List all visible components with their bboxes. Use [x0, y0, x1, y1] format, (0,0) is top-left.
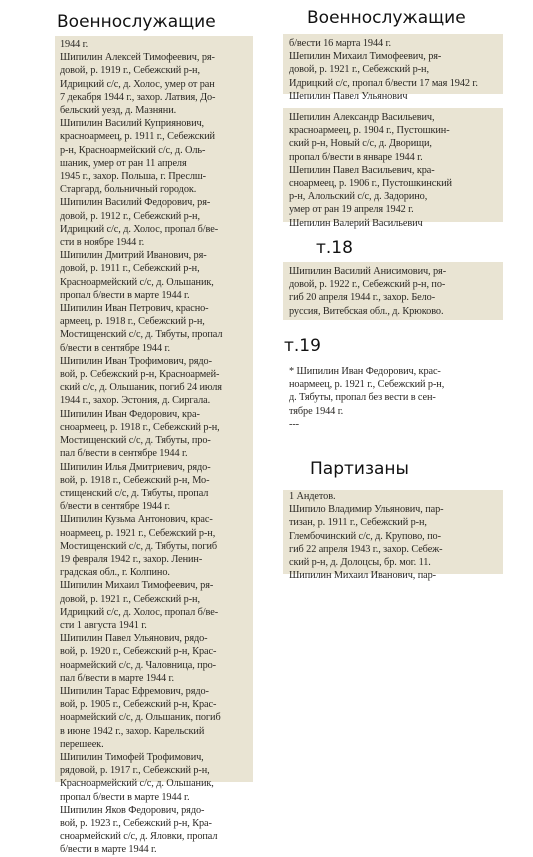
- scan-text-line: р-н, Красноармейский с/с, д. Оль-: [60, 144, 206, 156]
- scan-text-line: вой, р. 1918 г., Себежский р-н, Мо-: [60, 474, 210, 486]
- heading-partisans: Партизаны: [310, 459, 409, 479]
- scan-text-line: пропал б/вести в январе 1944 г.: [289, 151, 423, 163]
- scan-text-line: Шипилин Илья Дмитриевич, рядо-: [60, 461, 211, 473]
- scan-text-line: Мостищенский с/с, д. Тябуты, погиб: [60, 540, 218, 552]
- scan-text-line: гиб 20 апреля 1944 г., захор. Бело-: [289, 292, 436, 304]
- scan-text-line: д. Тябуты, пропал без вести в сен-: [289, 392, 436, 404]
- scan-text-line: Шипилин Василий Федорович, ря-: [60, 197, 211, 209]
- scan-text-line: р-н, Алольский с/с, д. Задорино,: [289, 191, 428, 203]
- scan-text-line: сноармейский с/с, д. Яловки, пропал: [60, 831, 218, 843]
- scan-text-line: тизан, р. 1911 г., Себежский р-н,: [289, 517, 427, 529]
- scan-text-line: Красноармейский с/с, д. Ольшаник,: [60, 276, 214, 288]
- scan-text-line: рядовой, р. 1917 г., Себежский р-н,: [60, 765, 210, 777]
- scan-text-line: в июне 1942 г., захор. Карельский: [60, 725, 205, 737]
- scan-text-line: вой, р. Себежский р-н, Красноармей-: [60, 369, 220, 381]
- scan-right-volume-19: [283, 360, 503, 428]
- scan-text-line: Шипилин Яков Федорович, рядо-: [60, 804, 205, 816]
- scan-text-line: пропал б/вести в марте 1944 г.: [60, 289, 190, 301]
- scan-text-line: шаник, умер от ран 11 апреля: [60, 157, 187, 169]
- scan-text-line: Шепилин Павел Ульянович: [289, 90, 408, 102]
- scan-text-line: сноармеец, р. 1906 г., Пустошкинский: [289, 178, 452, 190]
- scan-text-line: б/вести в сентябре 1944 г.: [60, 501, 170, 513]
- scan-text-line: ноармейский с/с, д. Ольшаник, погиб: [60, 712, 221, 724]
- scan-text-line: Шепилин Александр Васильевич,: [289, 112, 435, 123]
- scan-text-line: б/вести в марте 1944 г.: [60, 844, 157, 856]
- scan-text-line: 1944 г., захор. Эстония, д. Сиргала.: [60, 395, 211, 407]
- scan-text-line: пал б/вести в сентябре 1944 г.: [60, 448, 188, 460]
- scan-text-line: Шипилин Иван Петрович, красно-: [60, 303, 209, 315]
- scan-text-line: умер от ран 19 апреля 1942 г.: [289, 204, 414, 216]
- scan-text-line: 7 декабря 1944 г., захор. Латвия, До-: [60, 91, 216, 103]
- scan-text-line: 1945 г., захор. Польша, г. Преслш-: [60, 171, 207, 183]
- scan-left-column: [55, 36, 253, 856]
- scan-text-line: Идрицкий с/с, д. Холос, умер от ран: [60, 78, 215, 90]
- heading-military-right: Военнослужащие: [307, 8, 466, 28]
- scan-text-line: ский с/с, д. Ольшаник, погиб 24 июля: [60, 382, 222, 394]
- scan-text-line: красноармеец, р. 1904 г., Пустошкин-: [289, 125, 450, 137]
- scan-text-line: Шепилин Михаил Тимофеевич, ря-: [289, 51, 442, 63]
- scan-text-line: Шепилин Павел Васильевич, кра-: [289, 164, 435, 176]
- scan-text-line: Шипило Владимир Ульянович, пар-: [289, 504, 444, 516]
- heading-volume-19: т.19: [284, 336, 321, 356]
- scan-text-line: армеец, р. 1918 г., Себежский р-н,: [60, 316, 205, 328]
- scan-text-line: сти 1 августа 1941 г.: [60, 619, 147, 631]
- scan-text-line: Шипилин Михаил Иванович, пар-: [289, 570, 436, 582]
- scan-text-line: Шипилин Василий Куприянович,: [60, 118, 205, 130]
- scan-text-line: Шипилин Кузьма Антонович, крас-: [60, 514, 213, 526]
- scan-text-line: гиб 22 апреля 1943 г., захор. Себеж-: [289, 543, 443, 555]
- scan-text-line: довой, р. 1911 г., Себежский р-н,: [60, 263, 200, 275]
- scan-text-line: Красноармейский с/с, д. Ольшаник,: [60, 778, 214, 790]
- scan-text-line: Шипилин Дмитрий Иванович, ря-: [60, 250, 207, 262]
- scan-text-line: вой, р. 1920 г., Себежский р-н, Крас-: [60, 646, 217, 658]
- scan-right-volume-18: [283, 262, 503, 320]
- scan-text-line: б/вести в сентябре 1944 г.: [60, 342, 170, 354]
- scan-text-line: Шипилин Иван Трофимович, рядо-: [60, 355, 212, 367]
- scan-text-line: Шипилин Алексей Тимофеевич, ря-: [60, 52, 215, 64]
- scan-text-line: Идрицкий с/с, д. Холос, пропал б/ве-: [60, 223, 219, 235]
- scan-text-line: перешеек.: [60, 738, 104, 750]
- scan-right-military-2: [283, 108, 503, 229]
- scan-text-line: ноармеец, р. 1921 г., Себежский р-н,: [289, 379, 445, 391]
- heading-volume-18: т.18: [316, 238, 353, 258]
- scan-text-line: градская обл., г. Колпино.: [60, 567, 170, 579]
- scan-text-line: Старгард, больничный городок.: [60, 184, 197, 196]
- scan-text-line: довой, р. 1919 г., Себежский р-н,: [60, 65, 200, 77]
- scan-text-line: Шипилин Михаил Тимофеевич, ря-: [60, 580, 214, 592]
- scan-text-line: Идрицкий с/с, пропал б/вести 17 мая 1942 г.: [289, 77, 478, 89]
- scan-text-line: бельский уезд, д. Мазняни.: [60, 105, 177, 117]
- scan-text-line: ---: [289, 418, 299, 430]
- scan-text-line: пропал б/вести в марте 1944 г.: [60, 791, 190, 803]
- scan-text-line: ский р-н, Новый с/с, д. Дворищи,: [289, 138, 432, 150]
- scan-text-line: вой, р. 1923 г., Себежский р-н, Кра-: [60, 817, 212, 829]
- scan-text-line: довой, р. 1921 г., Себежский р-н,: [60, 593, 200, 605]
- scan-text-line: красноармеец, р. 1911 г., Себежский: [60, 131, 215, 143]
- scan-text-line: сти в ноябре 1944 г.: [60, 237, 145, 249]
- scan-text-line: 1 Андетов.: [289, 491, 336, 502]
- scan-text-line: Шепилин Валерий Васильевич: [289, 217, 423, 229]
- scan-text-line: довой, р. 1921 г., Себежский р-н,: [289, 64, 429, 76]
- scan-text-line: 1944 г.: [60, 39, 89, 50]
- scan-text-line: Шипилин Тарас Ефремович, рядо-: [60, 685, 209, 697]
- scan-text-line: Шипилин Иван Федорович, кра-: [60, 408, 200, 420]
- scan-text-line: сноармеец, р. 1918 г., Себежский р-н,: [60, 421, 220, 433]
- scan-text-line: довой, р. 1912 г., Себежский р-н,: [60, 210, 200, 222]
- scan-text-line: Шипилин Василий Анисимович, ря-: [289, 266, 447, 277]
- scan-text-line: пал б/вести в марте 1944 г.: [60, 672, 174, 684]
- scan-text-line: стищенский с/с, д. Тябуты, пропал: [60, 487, 209, 499]
- scan-text-line: Шипилин Павел Ульянович, рядо-: [60, 633, 208, 645]
- scan-right-partisans: [283, 490, 503, 582]
- scan-text-line: тябре 1944 г.: [289, 405, 344, 417]
- scan-text-line: довой, р. 1922 г., Себежский р-н, по-: [289, 279, 446, 291]
- scan-right-military-1: [283, 34, 503, 102]
- scan-text-line: Мостищенский с/с, д. Тябуты, про-: [60, 435, 211, 447]
- scan-text-line: Шипилин Тимофей Трофимович,: [60, 751, 204, 763]
- scan-text-line: * Шипилин Иван Федорович, крас-: [289, 366, 441, 377]
- heading-military-left: Военнослужащие: [57, 12, 216, 32]
- scan-text-line: б/вести 16 марта 1944 г.: [289, 38, 391, 49]
- scan-text-line: руссия, Витебская обл., д. Крюково.: [289, 305, 444, 317]
- scan-text-line: 19 февраля 1942 г., захор. Ленин-: [60, 553, 203, 565]
- scan-text-line: ский р-н, д. Долоцсы, бр. мог. 11.: [289, 557, 431, 569]
- scan-text-line: Идрицкий с/с, д. Холос, пропал б/ве-: [60, 606, 219, 618]
- scan-text-line: ноармеец, р. 1921 г., Себежский р-н,: [60, 527, 216, 539]
- scan-text-line: Мостищенский с/с, д. Тябуты, пропал: [60, 329, 223, 341]
- scan-text-line: ноармейский с/с, д. Чаловница, про-: [60, 659, 217, 671]
- scan-text-line: вой, р. 1905 г., Себежский р-н, Крас-: [60, 699, 217, 711]
- scan-text-line: Глембочинский с/с, д. Крупово, по-: [289, 530, 441, 542]
